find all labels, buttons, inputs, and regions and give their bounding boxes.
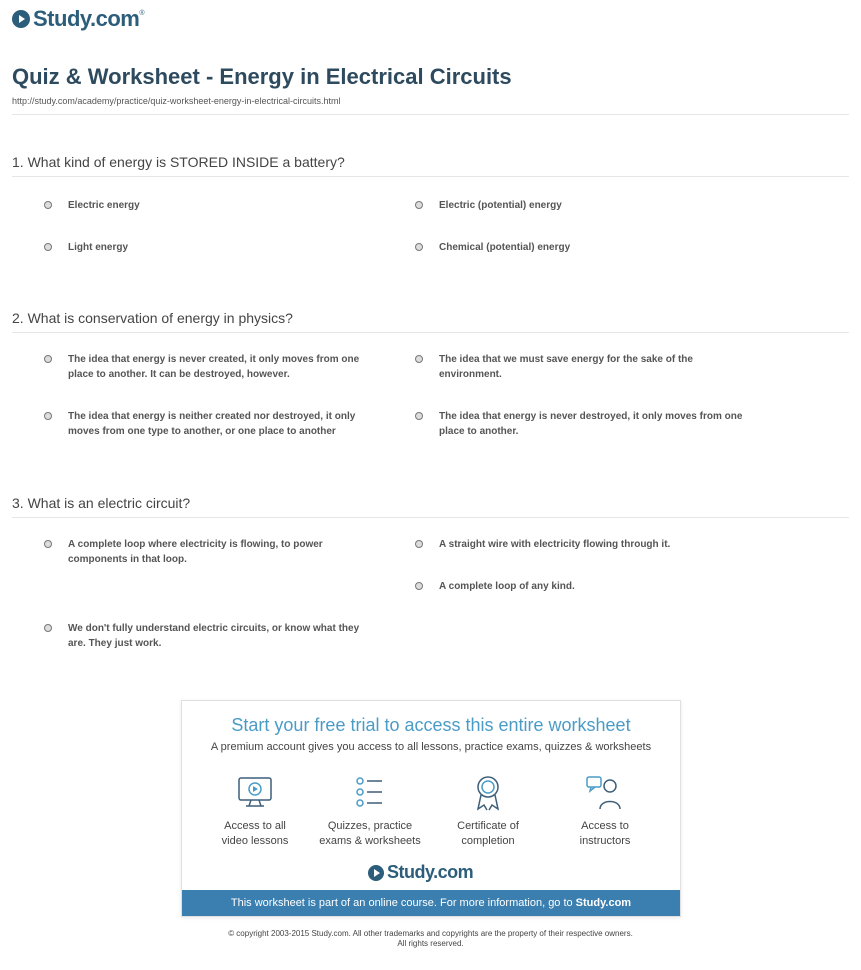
radio-button-icon[interactable]	[44, 540, 52, 548]
answer-option[interactable]	[415, 198, 745, 213]
answer-option[interactable]	[415, 409, 745, 439]
cta-headline[interactable]: Start your free trial to access this entire worksheet	[231, 715, 631, 735]
question-1: 1. What kind of energy is STORED INSIDE a battery?	[12, 154, 345, 170]
feature-label-line: Access to all	[224, 820, 286, 832]
feature-label-line: video lessons	[221, 835, 289, 847]
radio-button-icon[interactable]	[415, 243, 423, 251]
registered-mark: ®	[139, 10, 145, 17]
option-label: The idea that energy is neither created nor destroyed, it only moves from one type to another, or one place to another	[68, 411, 356, 437]
video-lesson-icon	[235, 773, 275, 813]
feature-label-line: Quizzes, practice	[327, 820, 413, 832]
radio-button-icon[interactable]	[44, 624, 52, 632]
radio-button-icon[interactable]	[415, 540, 423, 548]
course-info-text: This worksheet is part of an online course. For more information, go to	[230, 897, 573, 909]
feature-label-line: Access to	[581, 820, 629, 832]
radio-button-icon[interactable]	[44, 355, 52, 363]
radio-button-icon[interactable]	[415, 412, 423, 420]
option-label: Electric energy	[68, 200, 140, 211]
feature-label-line: instructors	[579, 835, 631, 847]
feature-quizzes	[310, 773, 430, 849]
feature-label-line: Certificate of	[457, 820, 519, 832]
cta-subline: A premium account gives you access to all lessons, practice exams, quizzes & worksheets	[210, 741, 652, 753]
course-info-bar	[182, 890, 680, 916]
copyright-line: All rights reserved.	[397, 939, 464, 948]
quiz-list-icon	[350, 773, 390, 813]
copyright-footer	[0, 929, 861, 949]
answer-option[interactable]	[415, 579, 745, 594]
page-url[interactable]: http://study.com/academy/practice/quiz-worksheet-energy-in-electrical-circuits.html	[12, 96, 341, 106]
logo-text: Study.com	[387, 862, 474, 882]
radio-button-icon[interactable]	[44, 412, 52, 420]
radio-button-icon[interactable]	[44, 243, 52, 251]
option-label: A complete loop of any kind.	[439, 581, 575, 592]
page-title: Quiz & Worksheet - Energy in Electrical Circuits	[12, 64, 512, 89]
answer-option[interactable]	[44, 409, 374, 439]
option-label: A complete loop where electricity is flowing, to power components in that loop.	[68, 539, 323, 565]
radio-button-icon[interactable]	[415, 201, 423, 209]
study-link[interactable]: Study.com	[575, 897, 632, 909]
option-label: The idea that energy is never created, it only moves from one place to another. It can be destroyed, however.	[68, 354, 360, 380]
answer-option[interactable]	[44, 352, 374, 382]
answer-option[interactable]	[415, 240, 745, 255]
option-label: A straight wire with electricity flowing through it.	[439, 539, 671, 550]
question-3: 3. What is an electric circuit?	[12, 495, 191, 511]
option-label: Light energy	[68, 242, 129, 253]
question-2: 2. What is conservation of energy in physics?	[12, 310, 293, 326]
instructor-icon	[585, 773, 625, 813]
divider	[12, 332, 849, 333]
divider	[12, 176, 849, 177]
copyright-line: © copyright 2003-2015 Study.com. All other trademarks and copyrights are the property of their respective owners.	[228, 929, 633, 938]
feature-label-line: exams & worksheets	[319, 835, 421, 847]
certificate-icon	[468, 773, 508, 813]
option-label: We don't fully understand electric circuits, or know what they are. They just work.	[68, 623, 360, 649]
cta-study-logo[interactable]	[368, 862, 473, 883]
logo-text: Study.com	[33, 6, 140, 31]
answer-option[interactable]	[44, 240, 374, 255]
radio-button-icon[interactable]	[415, 582, 423, 590]
answer-option[interactable]	[44, 621, 374, 651]
option-label: Electric (potential) energy	[439, 200, 562, 211]
feature-label-line: completion	[461, 835, 515, 847]
play-logo-icon	[12, 10, 30, 28]
divider	[12, 114, 849, 115]
play-logo-icon	[368, 865, 384, 881]
answer-option[interactable]	[415, 537, 745, 552]
divider	[12, 517, 849, 518]
feature-instructors	[545, 773, 665, 849]
option-label: The idea that energy is never destroyed, it only moves from one place to another.	[439, 411, 743, 437]
free-trial-panel[interactable]	[181, 700, 681, 917]
study-logo[interactable]	[12, 6, 145, 32]
radio-button-icon[interactable]	[415, 355, 423, 363]
feature-video-lessons	[195, 773, 315, 849]
answer-option[interactable]	[44, 537, 374, 567]
option-label: The idea that we must save energy for the sake of the environment.	[439, 354, 693, 380]
radio-button-icon[interactable]	[44, 201, 52, 209]
answer-option[interactable]	[44, 198, 374, 213]
feature-certificate	[428, 773, 548, 849]
option-label: Chemical (potential) energy	[439, 242, 571, 253]
answer-option[interactable]	[415, 352, 745, 382]
